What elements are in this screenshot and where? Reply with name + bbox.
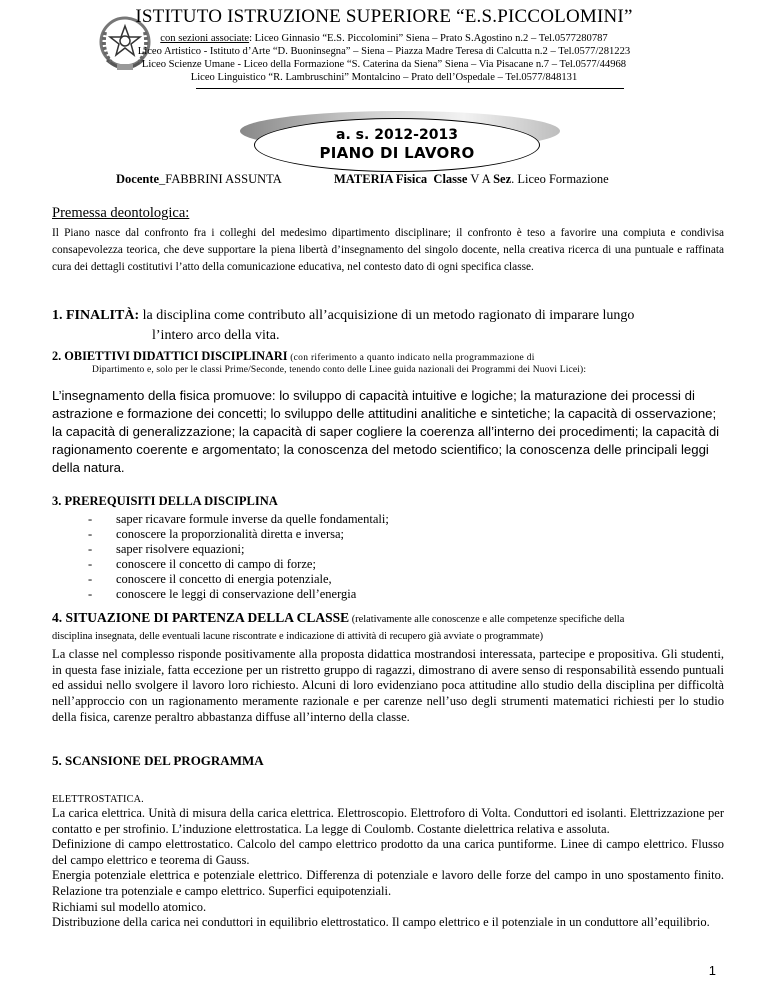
list-item: - conoscere la proporzionalità diretta e inversa;: [88, 527, 389, 542]
situazione-note-2: disciplina insegnata, delle eventuali lacune riscontrate e indicazione di attività di recupero già avviate o programmate): [52, 631, 544, 642]
teacher-value: _FABBRINI ASSUNTA: [159, 172, 282, 186]
situazione-label: 4. SITUAZIONE DI PARTENZA DELLA CLASSE: [52, 610, 350, 625]
header-line-2: Liceo Artistico - Istituto d’Arte “D. Buoninsegna” – Siena – Piazza Madre Teresa di Calcutta n.2 – Tel.0577/281223: [137, 46, 631, 57]
teacher-label: Docente: [116, 172, 160, 186]
program-paragraph: Energia potenziale elettrica e potenziale elettrico. Differenza di potenziale e lavoro delle forze del campo in uno spostamento finito. Relazione tra potenziale e campo elettrico. Superfici equipotenziali.: [52, 868, 724, 898]
subject-label: MATERIA Fisica: [334, 172, 428, 186]
section-value: . Liceo Formazione: [511, 172, 609, 186]
finalita-section: [52, 306, 724, 346]
list-item: - conoscere le leggi di conservazione dell’energia: [88, 587, 389, 602]
header-line-1-prefix: con sezioni associate: [160, 33, 250, 44]
class-label: Classe: [433, 172, 468, 186]
obiettivi-text: L’insegnamento della fisica promuove: lo sviluppo di capacità intuitive e logiche; la maturazione dei processi di astrazione e formazione dei concetti; lo sviluppo delle attitudini analitiche e sintetiche; la capacità di osservazione; la capacità di generalizzazione; la capacità di saper cogliere la coerenza all’interno dei procedimenti; la capacità di ragionamento coerente e argomentato; la conoscenza del metodo scientifico; la conoscenza delle principali leggi della natura.: [52, 388, 720, 475]
document-title: PIANO DI LAVORO: [319, 144, 475, 162]
situazione-note-1: (relativamente alle conoscenze e alle competenze specifiche della: [349, 614, 625, 625]
premessa-text: Il Piano nasce dal confronto fra i colleghi del medesimo dipartimento disciplinare; il confronto è teso a favorire una compiuta e condivisa consapevolezza teorica, che deve supportare la piena libertà d’insegnamento del singolo docente, nella creativa ricerca di una puntuale e raffinata cura dei dettagli costitutivi l’atto della comunicazione educativa, nel contesto dato di ogni specifica classe.: [52, 227, 724, 273]
title-badge: [254, 118, 540, 172]
premessa-heading: Premessa deontologica:: [52, 205, 190, 221]
elettrostatica-heading: ELETTROSTATICA.: [52, 794, 144, 805]
situazione-heading: [52, 610, 724, 626]
obiettivi-note-2: Dipartimento e, solo per le classi Prime/Seconde, tenendo conto delle Linee guida nazionali dei Programmi dei Nuovi Licei):: [92, 365, 587, 375]
prerequisiti-list: [88, 512, 389, 602]
finalita-label: 1. FINALITÀ:: [52, 308, 140, 323]
list-item: - saper risolvere equazioni;: [88, 542, 389, 557]
list-item: - conoscere il concetto di campo di forze;: [88, 557, 389, 572]
list-item: - saper ricavare formule inverse da quelle fondamentali;: [88, 512, 389, 527]
finalita-line-2: l’intero arco della vita.: [152, 328, 280, 343]
header-line-4: Liceo Linguistico “R. Lambruschini” Montalcino – Prato dell’Ospedale – Tel.0577/848131: [190, 72, 578, 83]
situazione-text: La classe nel complesso risponde positivamente alla proposta didattica mostrandosi interessata, partecipe e propositiva. Gli studenti, in questa fase iniziale, fatta eccezione per un ristretto gruppo di ragazzi, dimostrano di avere senso di responsabilità essendo puntuali ed assidui nello svolgere il lavoro loro richiesto. Alcuni di loro evidenziano poca attitudine allo studio della disciplina per difficoltà nell’approccio con un ragionamento meramente razionale e per carenze nell’uso degli strumenti matematici richiesti per lo studio della fisica, carenze peraltro abbastanza diffuse all’interno della classe.: [52, 647, 724, 724]
program-paragraph: Richiami sul modello atomico.: [52, 899, 207, 914]
program-paragraph: Definizione di campo elettrostatico. Calcolo del campo elettrico prodotto da una carica puntiforme. Linee di campo elettrico. Flusso del campo elettrico e teorema di Gauss.: [52, 837, 724, 867]
school-name: ISTITUTO ISTRUZIONE SUPERIORE “E.S.PICCOLOMINI”: [135, 6, 633, 27]
prerequisiti-heading: 3. PREREQUISITI DELLA DISCIPLINA: [52, 494, 278, 508]
header-divider: [196, 88, 624, 89]
obiettivi-label: 2. OBIETTIVI DIDATTICI DISCIPLINARI: [52, 349, 288, 363]
scansione-heading: 5. SCANSIONE DEL PROGRAMMA: [52, 753, 264, 768]
program-paragraph: Distribuzione della carica nei conduttori in equilibrio elettrostatico. Il campo elettrico e il potenziale in un conduttore all’equilibrio.: [52, 915, 710, 930]
elettrostatica-text: [52, 806, 724, 931]
section-label: Sez: [493, 172, 512, 186]
header-line-1: [0, 32, 768, 45]
finalita-line-1: la disciplina come contributo all’acquisizione di un metodo ragionato di imparare lungo: [139, 308, 635, 323]
subject-row: [334, 172, 609, 187]
obiettivi-heading: [52, 349, 724, 366]
class-value: V A: [470, 172, 490, 186]
obiettivi-note-1: (con riferimento a quanto indicato nella programmazione di: [287, 353, 535, 363]
list-item: - conoscere il concetto di energia potenziale,: [88, 572, 389, 587]
teacher-row: [116, 172, 282, 187]
program-paragraph: La carica elettrica. Unità di misura della carica elettrica. Elettroscopio. Elettroforo di Volta. Conduttori ed isolanti. Elettrizzazione per contatto e per strofinio. L’induzione elettrostatica. La legge di Coulomb. Costante dielettrica relativa e assoluta.: [52, 806, 724, 836]
school-year: a. s. 2012-2013: [336, 127, 458, 143]
header-line-3: Liceo Scienze Umane - Liceo della Formazione “S. Caterina da Siena” Siena – Via Pisacane n.7 – Tel.0577/44968: [141, 59, 627, 70]
page-number: 1: [708, 963, 716, 978]
header-line-1-rest: : Liceo Ginnasio “E.S. Piccolomini” Siena – Prato S.Agostino n.2 – Tel.0577280787: [249, 33, 608, 44]
